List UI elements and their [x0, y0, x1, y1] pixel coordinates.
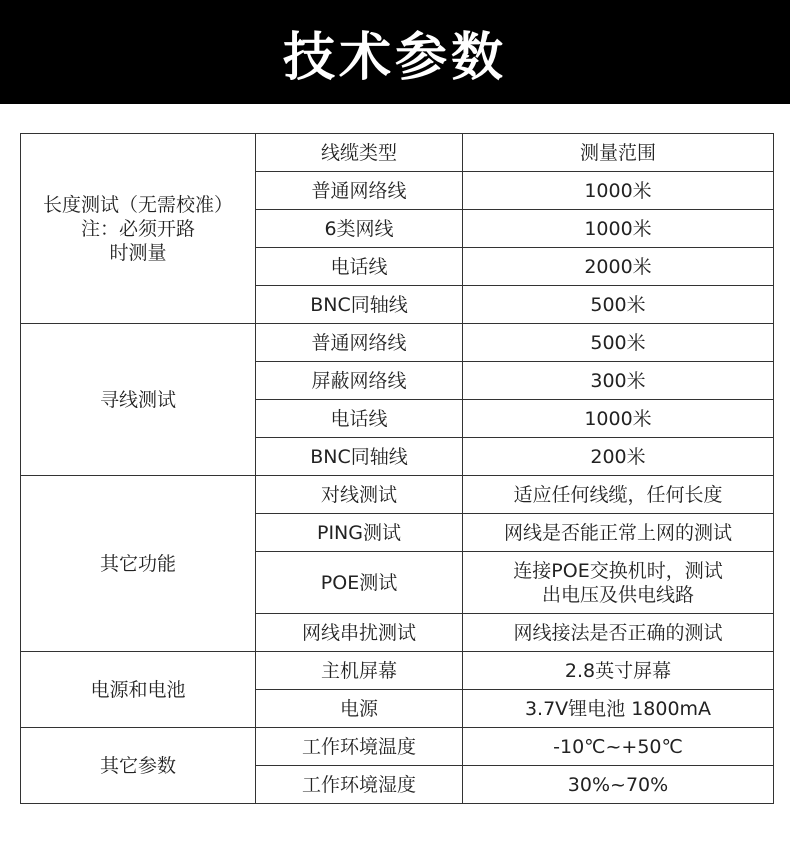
page-title: 技术参数	[282, 27, 507, 88]
cable-type-cell: BNC同轴线	[256, 286, 463, 324]
cable-type-cell: 普通网络线	[256, 324, 463, 362]
cable-type-cell: 电话线	[256, 400, 463, 438]
group-label-other-functions: 其它功能	[21, 476, 256, 652]
length-label-line-3: 时测量	[109, 241, 167, 264]
function-cell: POE测试	[256, 552, 463, 614]
description-line-2: 出电压及供电线路	[541, 583, 694, 606]
value-cell: 2.8英寸屏幕	[463, 652, 774, 690]
function-cell: PING测试	[256, 514, 463, 552]
title-banner	[0, 0, 790, 104]
value-cell: 1000米	[463, 210, 774, 248]
group-label-trace: 寻线测试	[21, 324, 256, 476]
description-cell	[463, 552, 774, 614]
length-label-line-1: 长度测试（无需校准）	[42, 193, 233, 216]
value-cell: -10℃~+50℃	[463, 728, 774, 766]
description-cell: 网线接法是否正确的测试	[463, 614, 774, 652]
value-cell: 30%~70%	[463, 766, 774, 804]
table-row	[21, 728, 774, 766]
function-cell: 网线串扰测试	[256, 614, 463, 652]
item-cell: 工作环境温度	[256, 728, 463, 766]
cable-type-cell: 电话线	[256, 248, 463, 286]
value-cell: 3.7V锂电池 1800mA	[463, 690, 774, 728]
value-cell: 2000米	[463, 248, 774, 286]
item-cell: 工作环境湿度	[256, 766, 463, 804]
table-row	[21, 134, 774, 172]
description-cell: 适应任何线缆，任何长度	[463, 476, 774, 514]
item-cell: 主机屏幕	[256, 652, 463, 690]
description-cell: 网线是否能正常上网的测试	[463, 514, 774, 552]
length-label-line-2: 注：必须开路	[80, 217, 195, 240]
cable-type-cell: BNC同轴线	[256, 438, 463, 476]
value-cell: 1000米	[463, 172, 774, 210]
value-cell: 1000米	[463, 400, 774, 438]
value-cell: 500米	[463, 324, 774, 362]
group-label-other-params: 其它参数	[21, 728, 256, 804]
table-row	[21, 324, 774, 362]
group-label-length	[21, 134, 256, 324]
table-row	[21, 476, 774, 514]
description-line-1: 连接POE交换机时，测试	[513, 559, 723, 582]
table-row	[21, 652, 774, 690]
cable-type-cell: 普通网络线	[256, 172, 463, 210]
value-cell: 500米	[463, 286, 774, 324]
function-cell: 对线测试	[256, 476, 463, 514]
header-cable-type: 线缆类型	[256, 134, 463, 172]
spec-table	[20, 133, 774, 804]
cable-type-cell: 屏蔽网络线	[256, 362, 463, 400]
cable-type-cell: 6类网线	[256, 210, 463, 248]
header-range: 测量范围	[463, 134, 774, 172]
value-cell: 200米	[463, 438, 774, 476]
item-cell: 电源	[256, 690, 463, 728]
group-label-power: 电源和电池	[21, 652, 256, 728]
value-cell: 300米	[463, 362, 774, 400]
